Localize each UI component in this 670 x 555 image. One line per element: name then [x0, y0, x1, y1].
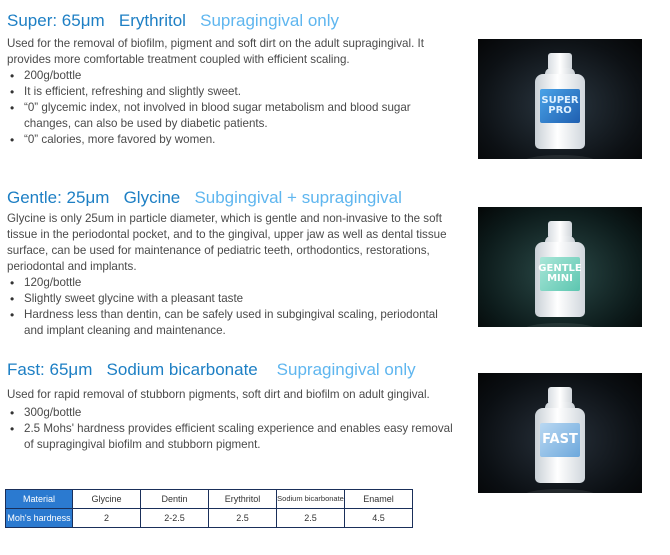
table-cell: 4.5	[345, 509, 413, 528]
fast-description: Used for rapid removal of stubborn pigments, soft dirt and biofilm on adult gingival.	[7, 388, 430, 401]
list-item: • “0” calories, more favored by women.	[7, 132, 457, 148]
fast-heading-size: Fast: 65μm	[7, 360, 93, 379]
fast-heading-scope: Supragingival only	[276, 360, 416, 379]
list-item: • 120g/bottle	[7, 275, 457, 291]
super-heading	[7, 10, 457, 32]
list-item: • “0” glycemic index, not involved in blood sugar metabolism and blood sugar changes, can also be used by diabetic patients.	[7, 100, 457, 132]
table-header-cell: Erythritol	[209, 490, 277, 509]
product-label: FAST	[540, 423, 580, 457]
gentle-heading-scope: Subgingival + supragingival	[194, 188, 402, 207]
table-header-cell: Glycine	[73, 490, 141, 509]
list-item: • 300g/bottle	[7, 405, 457, 421]
gentle-heading-size: Gentle: 25μm	[7, 188, 110, 207]
table-header-cell: Material	[6, 490, 73, 509]
super-heading-size: Super: 65μm	[7, 11, 105, 30]
product-label: GENTLE MINI	[540, 257, 580, 291]
gentle-description: Glycine is only 25um in particle diameter, which is gentle and non-invasive to the soft tissue in the periodontal pocket, and to the gingival, upper jaw as well as dental tissue surface, can be used for maintenance of pediatric teeth, orthodontics, restorations, periodontal and implants.	[7, 212, 447, 273]
super-heading-material: Erythritol	[118, 11, 186, 30]
gentle-heading-material: Glycine	[123, 188, 181, 207]
gentle-heading	[7, 187, 457, 209]
fast-product-image	[478, 373, 642, 493]
table-row	[6, 509, 413, 528]
super-pro-product-image	[478, 39, 642, 159]
table-cell: 2	[73, 509, 141, 528]
list-item: • Slightly sweet glycine with a pleasant taste	[7, 291, 457, 307]
fast-bullets	[7, 405, 457, 453]
list-item: • 200g/bottle	[7, 68, 457, 84]
super-section	[7, 10, 457, 148]
hardness-table	[5, 489, 413, 528]
gentle-section	[7, 187, 457, 339]
table-header-cell: Enamel	[345, 490, 413, 509]
table-header-row	[6, 490, 413, 509]
bottle	[535, 387, 585, 483]
gentle-mini-product-image	[478, 207, 642, 327]
table-header-cell: Dentin	[141, 490, 209, 509]
table-cell: 2.5	[209, 509, 277, 528]
list-item: • It is efficient, refreshing and slightly sweet.	[7, 84, 457, 100]
fast-section	[7, 359, 457, 453]
product-label: SUPER PRO	[540, 89, 580, 123]
fast-heading-material: Sodium bicarbonate	[106, 360, 258, 379]
list-item: • Hardness less than dentin, can be safely used in subgingival scaling, periodontal and implant cleaning and maintenance.	[7, 307, 457, 339]
table-cell: Moh's hardness	[6, 509, 73, 528]
table-header-cell: Sodium bicarbonate	[277, 490, 345, 509]
bottle	[535, 53, 585, 149]
list-item: • 2.5 Mohs' hardness provides efficient scaling experience and enables easy removal of supragingival biofilm and stubborn pigment.	[7, 421, 457, 453]
super-bullets	[7, 68, 457, 148]
gentle-bullets	[7, 275, 457, 339]
super-description: Used for the removal of biofilm, pigment and soft dirt on the adult supragingival. It provides more comfortable treatment coupled with efficient scaling.	[7, 37, 424, 66]
fast-heading	[7, 359, 457, 381]
super-heading-scope: Supragingival only	[200, 11, 340, 30]
table-cell: 2-2.5	[141, 509, 209, 528]
bottle	[535, 221, 585, 317]
table-cell: 2.5	[277, 509, 345, 528]
